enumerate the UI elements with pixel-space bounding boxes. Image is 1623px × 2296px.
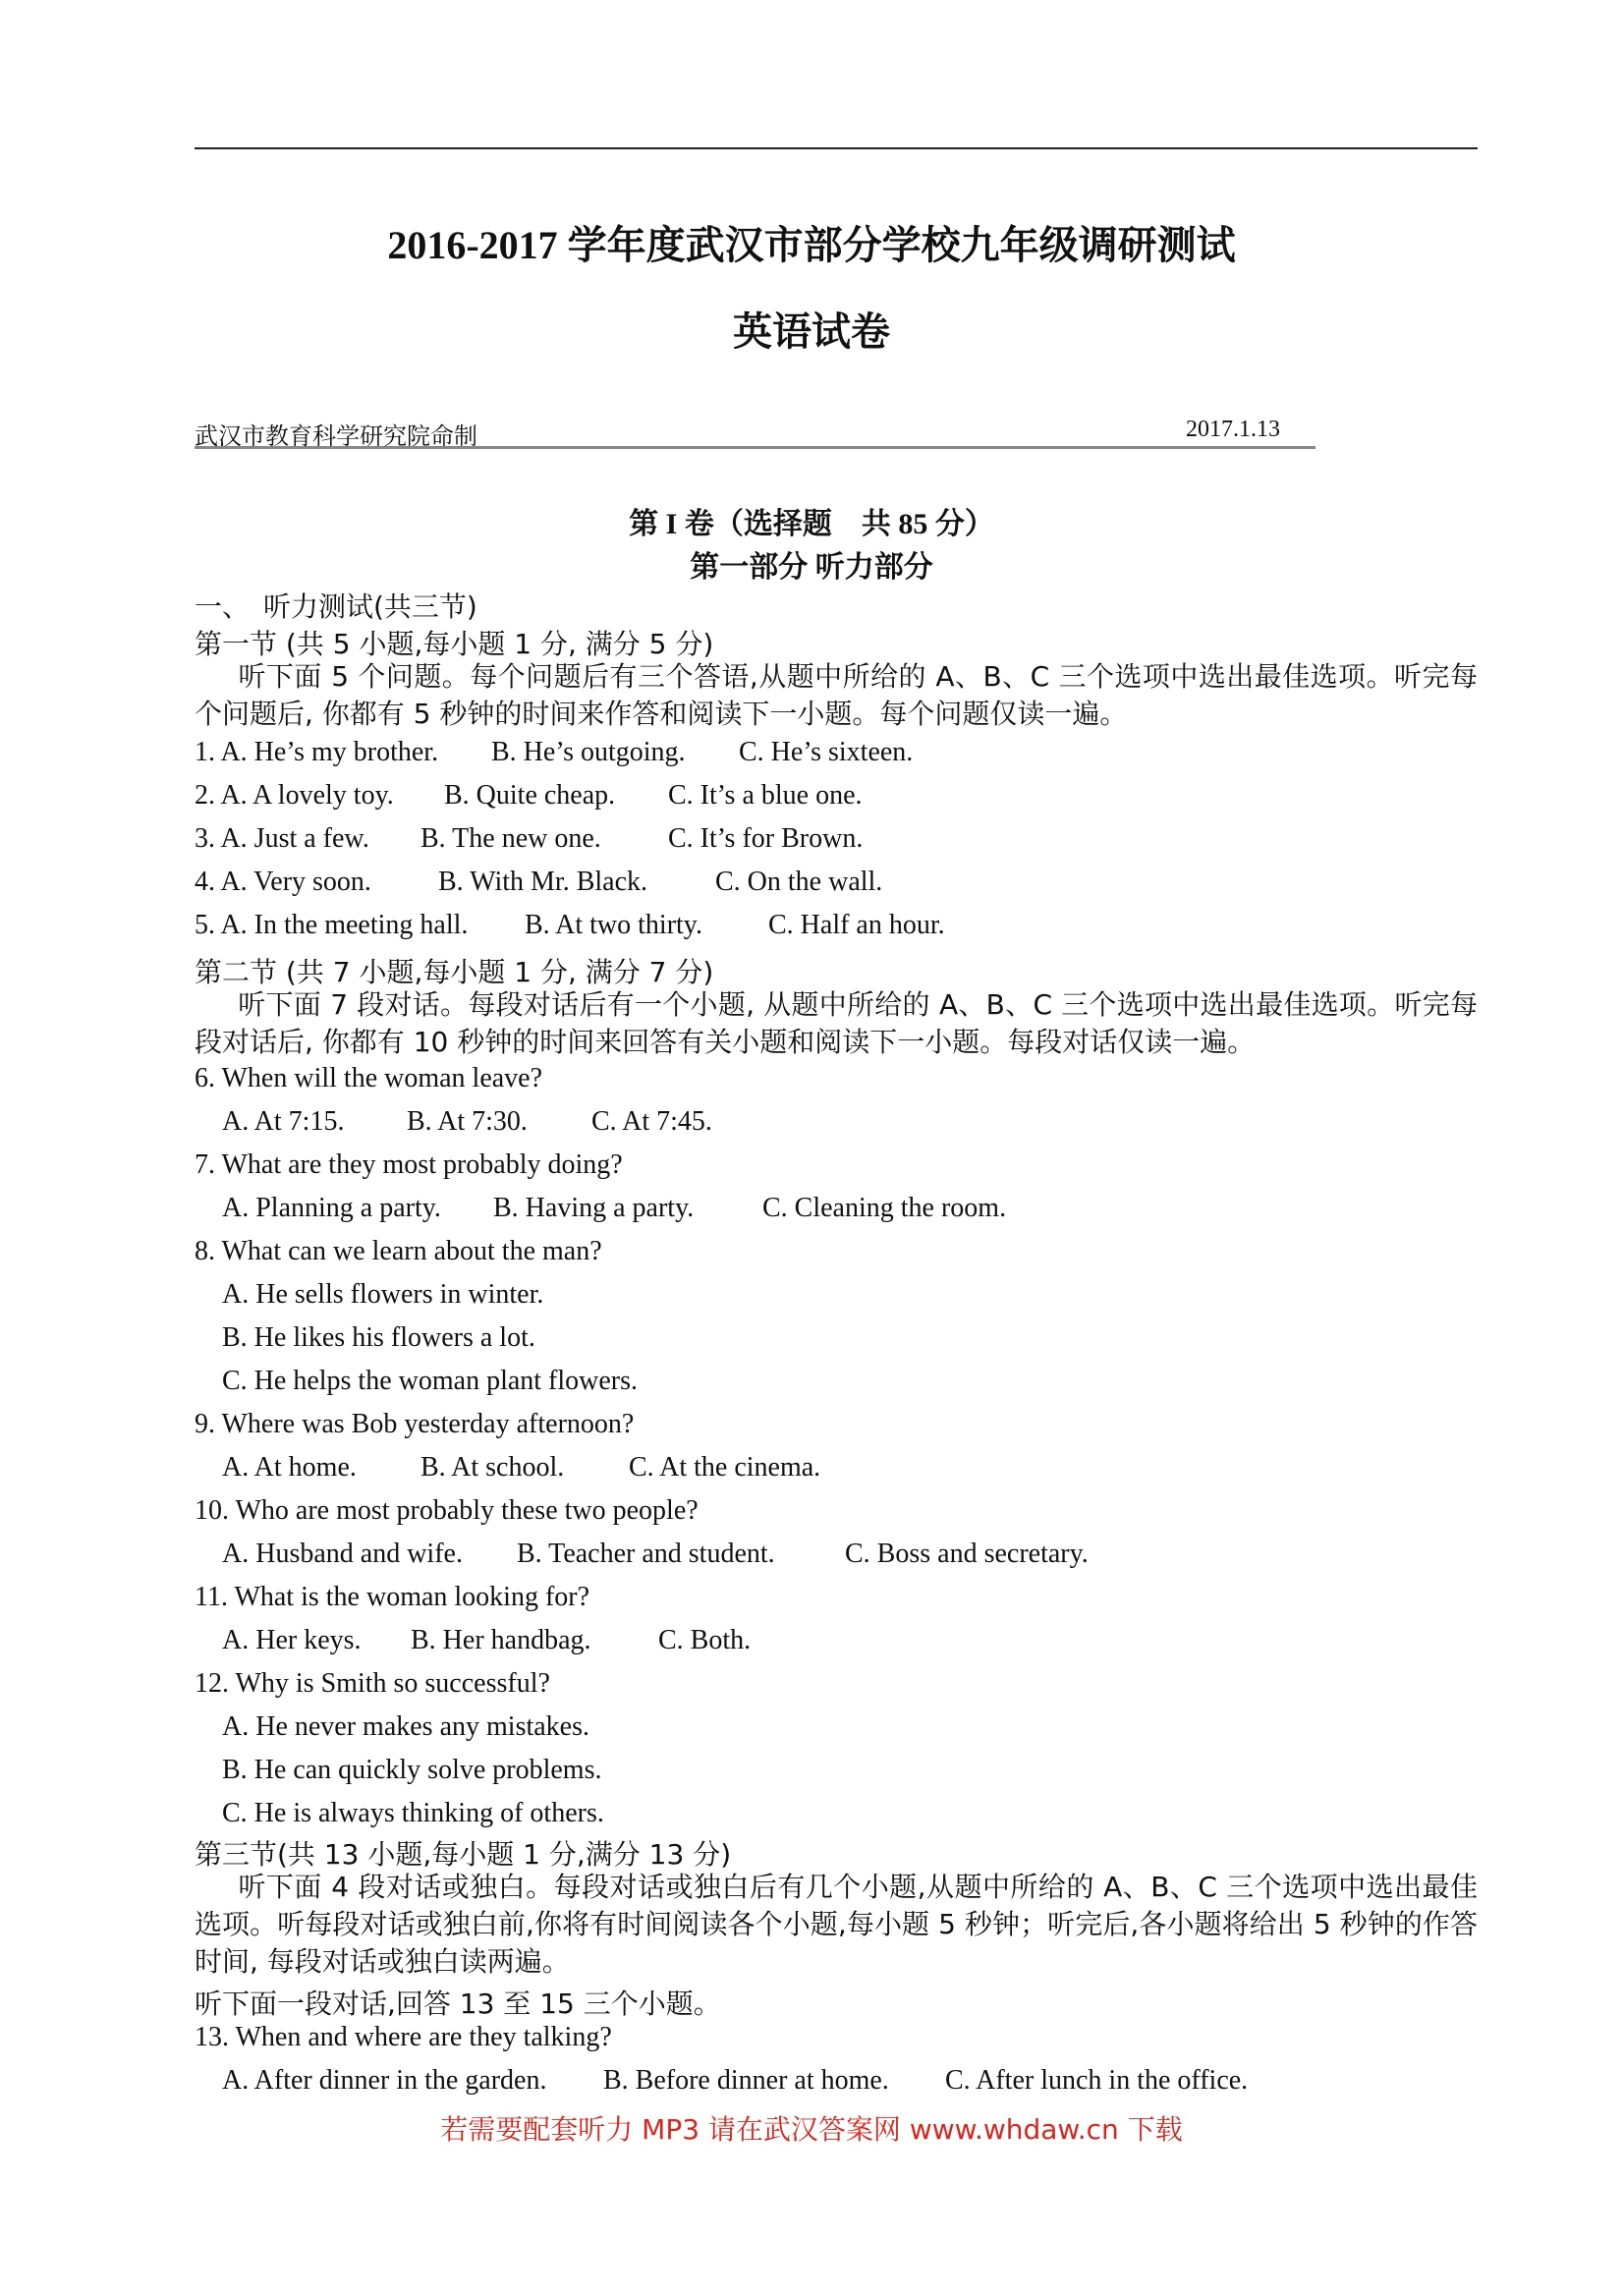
q9-c: C. At the cinema.: [629, 1452, 821, 1483]
question-10: 10. Who are most probably these two people?: [195, 1495, 699, 1526]
q1-c: C. He’s sixteen.: [739, 737, 914, 767]
q13-a: A. After dinner in the garden.: [222, 2065, 547, 2096]
q8-a: A. He sells flowers in winter.: [222, 1279, 544, 1310]
part-title: 第一部分 听力部分: [690, 551, 933, 584]
question-2: [195, 780, 394, 812]
top-rule: [195, 147, 1478, 149]
q7-c: C. Cleaning the room.: [762, 1193, 1007, 1223]
q3-b: B. The new one.: [420, 823, 601, 854]
q5-c: C. Half an hour.: [768, 910, 945, 940]
question-3: [195, 823, 369, 855]
q10-c: C. Boss and secretary.: [845, 1539, 1089, 1569]
section3-instructions: [195, 1869, 1478, 1981]
question-4: [195, 867, 371, 898]
q3-a: 3. A. Just a few.: [195, 823, 369, 854]
q1-a: 1. A. He’s my brother.: [195, 737, 439, 767]
section2-title: 第二节 (共 7 小题,每小题 1 分, 满分 7 分): [195, 956, 714, 988]
issuer-bar: [195, 417, 1315, 449]
q12-c: C. He is always thinking of others.: [222, 1798, 604, 1828]
q5-a: 5. A. In the meeting hall.: [195, 910, 469, 940]
q3-c: C. It’s for Brown.: [668, 823, 864, 854]
q6-a: A. At 7:15.: [222, 1106, 345, 1137]
section3-title: 第三节(共 13 小题,每小题 1 分,满分 13 分): [195, 1838, 732, 1871]
question-5: [195, 910, 468, 941]
q2-c: C. It’s a blue one.: [668, 780, 863, 811]
q12-b: B. He can quickly solve problems.: [222, 1755, 602, 1785]
q11-a: A. Her keys.: [222, 1625, 362, 1655]
q10-b: B. Teacher and student.: [517, 1539, 775, 1569]
question-1: [195, 737, 438, 768]
q5-b: B. At two thirty.: [525, 910, 702, 940]
section-heading: 一、 听力测试(共三节): [195, 590, 477, 623]
exam-date: 2017.1.13: [1186, 417, 1280, 442]
q9-b: B. At school.: [420, 1452, 565, 1483]
q9-a: A. At home.: [222, 1452, 357, 1483]
q4-b: B. With Mr. Black.: [438, 867, 648, 897]
q7-b: B. Having a party.: [493, 1193, 695, 1223]
question-11: 11. What is the woman looking for?: [195, 1582, 590, 1612]
section2-instructions: [195, 986, 1478, 1061]
section3-lead: 听下面一段对话,回答 13 至 15 三个小题。: [195, 1988, 721, 2020]
q6-c: C. At 7:45.: [591, 1106, 712, 1137]
section2-instructions-text: 听下面 7 段对话。每段对话后有一个小题, 从题中所给的 A、B、C 三个选项中选出最佳选项。听完每段对话后, 你都有 10 秒钟的时间来回答有关小题和阅读下一小题。每段对话仅读一遍。: [195, 988, 1478, 1058]
exam-title: 2016-2017 学年度武汉市部分学校九年级调研测试: [387, 223, 1236, 267]
question-6: 6. When will the woman leave?: [195, 1063, 543, 1093]
q11-b: B. Her handbag.: [411, 1625, 591, 1655]
question-13: 13. When and where are they talking?: [195, 2022, 612, 2052]
q2-a: 2. A. A lovely toy.: [195, 780, 394, 811]
question-12: 12. Why is Smith so successful?: [195, 1668, 550, 1699]
q8-b: B. He likes his flowers a lot.: [222, 1322, 535, 1353]
question-7: 7. What are they most probably doing?: [195, 1149, 623, 1180]
q12-a: A. He never makes any mistakes.: [222, 1711, 589, 1742]
section1-title: 第一节 (共 5 小题,每小题 1 分, 满分 5 分): [195, 628, 714, 660]
q8-c: C. He helps the woman plant flowers.: [222, 1366, 639, 1396]
q10-a: A. Husband and wife.: [222, 1539, 463, 1569]
section1-instructions: [195, 658, 1478, 733]
q7-a: A. Planning a party.: [222, 1193, 441, 1223]
q6-b: B. At 7:30.: [407, 1106, 528, 1137]
section1-instructions-text: 听下面 5 个问题。每个问题后有三个答语,从题中所给的 A、B、C 三个选项中选出最佳选项。听完每个问题后, 你都有 5 秒钟的时间来作答和阅读下一小题。每个问题仅读一遍。: [195, 660, 1478, 730]
q11-c: C. Both.: [658, 1625, 752, 1655]
download-footer-link[interactable]: 若需要配套听力 MP3 请在武汉答案网 www.whdaw.cn 下载: [440, 2113, 1183, 2146]
exam-subtitle: 英语试卷: [733, 309, 890, 354]
q13-c: C. After lunch in the office.: [945, 2065, 1249, 2096]
q1-b: B. He’s outgoing.: [491, 737, 686, 767]
question-9: 9. Where was Bob yesterday afternoon?: [195, 1409, 635, 1439]
question-8: 8. What can we learn about the man?: [195, 1236, 602, 1266]
section3-instructions-text: 听下面 4 段对话或独白。每段对话或独白后有几个小题,从题中所给的 A、B、C 三个选项中选出最佳选项。听每段对话或独白前,你将有时间阅读各个小题,每小题 5 秒钟；听完后,各小题将给出 5 秒钟的作答时间, 每段对话或独白读两遍。: [195, 1871, 1478, 1978]
volume-title: 第 I 卷（选择题 共 85 分）: [629, 508, 994, 540]
q13-b: B. Before dinner at home.: [603, 2065, 889, 2096]
q4-a: 4. A. Very soon.: [195, 867, 371, 897]
q2-b: B. Quite cheap.: [444, 780, 616, 811]
q4-c: C. On the wall.: [715, 867, 883, 897]
issuer-text: 武汉市教育科学研究院命制: [195, 424, 477, 450]
